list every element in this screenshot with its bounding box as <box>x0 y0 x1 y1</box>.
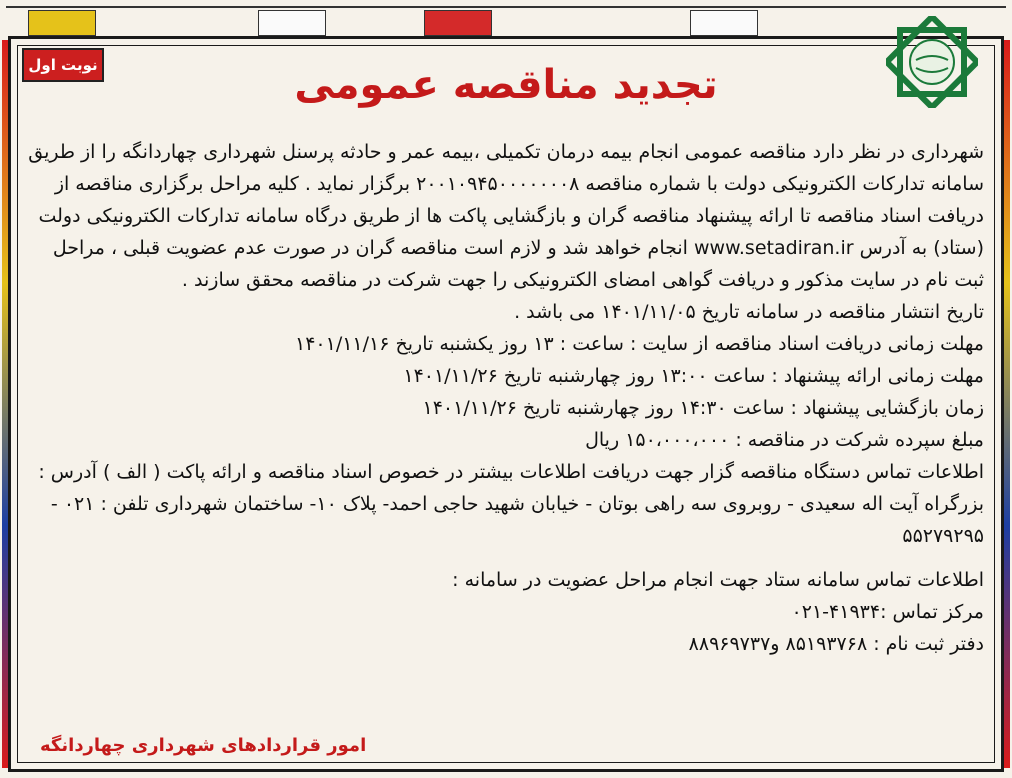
intro-paragraph: شهرداری در نظر دارد مناقصه عمومی انجام بیمه درمان تکمیلی ،بیمه عمر و حادثه پرسنل شهرداری چهاردانگه را از طریق سامانه تدارکات الکترونیکی دولت با شماره مناقصه ۲۰۰۱۰۹۴۵۰۰۰۰۰۰۰۸ برگزار نماید . کلیه مراحل برگزاری مناقصه از دریافت اسناد مناقصه تا ارائه پیشنهاد مناقصه گران و بازگشایی پاکت ها از طریق درگاه سامانه تدارکات الکترونیکی دولت (ستاد) به آدرس www.setadiran.ir انجام خواهد شد و لازم است مناقصه گران در صورت عدم عضویت قبلی ، مراحل ثبت نام در سایت مذکور و دریافت گواهی امضای الکترونیکی را جهت شرکت در مناقصه محقق سازند . <box>28 141 984 291</box>
call-center-line: مرکز تماس :۴۱۹۳۴-۰۲۱ <box>791 601 984 623</box>
color-swatch-white-2 <box>690 10 758 36</box>
opening-time-line: زمان بازگشایی پیشنهاد : ساعت ۱۴:۳۰ روز چهارشنبه تاریخ ۱۴۰۱/۱۱/۲۶ <box>422 397 984 419</box>
spacer <box>26 552 984 564</box>
footer-signature: امور قراردادهای شهرداری چهاردانگه <box>40 735 367 756</box>
publish-date-line: تاریخ انتشار مناقصه در سامانه تاریخ ۱۴۰۱/۱۱/۰۵ می باشد . <box>514 301 984 323</box>
ad-body <box>26 136 984 660</box>
submission-deadline-line: مهلت زمانی ارائه پیشنهاد : ساعت ۱۳:۰۰ روز چهارشنبه تاریخ ۱۴۰۱/۱۱/۲۶ <box>403 365 984 387</box>
contact-paragraph: اطلاعات تماس دستگاه مناقصه گزار جهت دریافت اطلاعات بیشتر در خصوص اسناد مناقصه و ارائه پاکت ( الف ) آدرس : بزرگراه آیت اله سعیدی - روبروی سه راهی بوتان - خیابان شهید حاجی احمد- پلاک ۱۰- ساختمان شهرداری تلفن : ۰۲۱ - ۵۵۲۷۹۲۹۵ <box>38 461 984 547</box>
badge-first-notice: نوبت اول <box>22 48 104 82</box>
top-rule <box>6 6 1006 16</box>
registration-office-line: دفتر ثبت نام : ۸۵۱۹۳۷۶۸ و۸۸۹۶۹۷۳۷ <box>688 633 984 655</box>
color-swatch-yellow <box>28 10 96 36</box>
right-color-strip <box>1004 40 1010 768</box>
document-deadline-line: مهلت زمانی دریافت اسناد مناقصه از سایت : ساعت : ۱۳ روز یکشنبه تاریخ ۱۴۰۱/۱۱/۱۶ <box>295 333 984 355</box>
setad-contact-heading: اطلاعات تماس سامانه ستاد جهت انجام مراحل عضویت در سامانه : <box>452 569 984 591</box>
deposit-line: مبلغ سپرده شرکت در مناقصه : ۱۵۰،۰۰۰،۰۰۰ ریال <box>585 429 984 451</box>
page-title: تجدید مناقصه عمومی <box>294 62 718 108</box>
color-swatch-white <box>258 10 326 36</box>
color-swatch-red <box>424 10 492 36</box>
